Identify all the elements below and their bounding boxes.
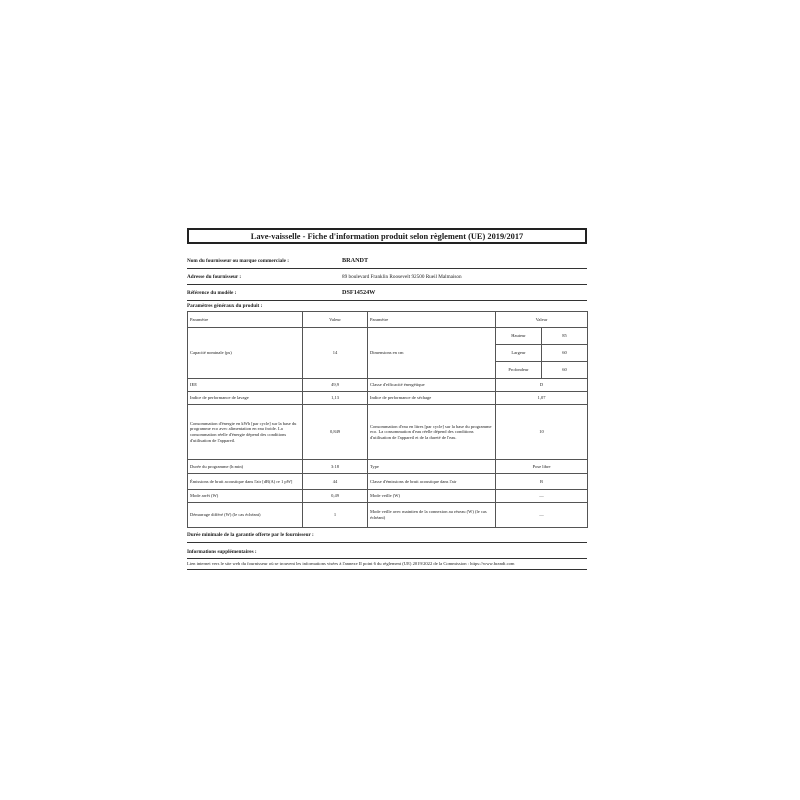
- param-label: Durée du programme (h:min): [188, 460, 303, 474]
- param-label: Émissions de bruit acoustique dans l'air [dB(A) re 1 pW]: [188, 474, 303, 490]
- param-value: 1: [303, 503, 368, 528]
- info-title: Informations supplémentaires :: [187, 546, 587, 559]
- supplier-name-value: BRANDT: [342, 257, 369, 264]
- depth-value: 60: [542, 362, 588, 379]
- supplier-address-label: Adresse du fournisseur :: [187, 273, 242, 280]
- dimensions-cell: [496, 328, 588, 379]
- capacity-label: Capacité nominale (ps): [188, 328, 303, 379]
- param-label: Mode veille (W): [368, 490, 496, 503]
- capacity-value: 14: [303, 328, 368, 379]
- param-label: Type: [368, 460, 496, 474]
- param-value: 0,849: [303, 405, 368, 460]
- dimensions-label: Dimensions en cm: [368, 328, 496, 379]
- param-value: D: [496, 379, 588, 392]
- sheet-title: Lave-vaisselle - Fiche d'information produit selon règlement (UE) 2019/2017: [187, 228, 587, 244]
- table-row: [188, 392, 588, 405]
- params-table: [187, 311, 588, 528]
- table-row: [188, 460, 588, 474]
- header-param-1: Paramètre: [188, 312, 303, 328]
- param-value: 44: [303, 474, 368, 490]
- width-value: 60: [542, 345, 588, 362]
- param-value: —: [496, 490, 588, 503]
- param-label: Classe d'émissions de bruit acoustique dans l'air: [368, 474, 496, 490]
- model-row: [187, 285, 587, 301]
- table-row: [188, 474, 588, 490]
- product-info-sheet: [187, 228, 587, 570]
- depth-label: Profondeur: [496, 362, 542, 379]
- warranty-label: Durée minimale de la garantie offerte par le fournisseur :: [187, 532, 314, 538]
- param-label: Consommation d'énergie en kWh [par cycle] sur la base du programme eco avec alimentation en eau froide. La consommation réelle d'énergie dépend des conditions d'utilisation de l'appareil.: [188, 405, 303, 460]
- param-label: Classe d'efficacité énergétique: [368, 379, 496, 392]
- model-label: Référence du modèle :: [187, 289, 237, 296]
- param-value: 3:18: [303, 460, 368, 474]
- param-label: Consommation d'eau en litres [par cycle] sur la base du programme eco. La consommation d'eau réelle dépend des conditions d'utilisation de l'appareil et de la dureté de l'eau.: [368, 405, 496, 460]
- height-label: Hauteur: [496, 328, 542, 345]
- param-label: IEE: [188, 379, 303, 392]
- param-value: 1,13: [303, 392, 368, 405]
- table-row: [188, 405, 588, 460]
- param-label: Indice de performance de lavage: [188, 392, 303, 405]
- param-label: Mode arrêt (W): [188, 490, 303, 503]
- table-header-row: [188, 312, 588, 328]
- header-value-2: Valeur: [496, 312, 588, 328]
- param-value: 10: [496, 405, 588, 460]
- param-value: B: [496, 474, 588, 490]
- supplier-name-row: [187, 253, 587, 269]
- width-label: Largeur: [496, 345, 542, 362]
- param-value: 0,49: [303, 490, 368, 503]
- supplier-address-row: [187, 269, 587, 285]
- table-row: [188, 503, 588, 528]
- header-param-2: Paramètre: [368, 312, 496, 328]
- param-value: 1,07: [496, 392, 588, 405]
- supplier-name-label: Nom du fournisseur ou marque commerciale :: [187, 257, 290, 264]
- param-value: —: [496, 503, 588, 528]
- general-params-title: Paramètres généraux du produit :: [187, 303, 263, 309]
- param-value: 49,9: [303, 379, 368, 392]
- height-value: 85: [542, 328, 588, 345]
- param-value: Pose libre: [496, 460, 588, 474]
- model-value: DSF14524W: [342, 289, 376, 296]
- table-row: [188, 328, 588, 379]
- table-row: [188, 379, 588, 392]
- header-value-1: Valeur: [303, 312, 368, 328]
- dimensions-subtable: [496, 328, 587, 378]
- param-label: Mode veille avec maintien de la connexion au réseau (W) (le cas échéant): [368, 503, 496, 528]
- supplier-address-value: 89 boulevard Franklin Roosevelt 92500 Rueil Malmaison: [342, 273, 462, 280]
- param-label: Indice de performance de séchage: [368, 392, 496, 405]
- warranty-row: [187, 528, 587, 543]
- table-row: [188, 490, 588, 503]
- info-text: Lien internet vers le site web du fournisseur où se trouvent les informations visées à l'annexe II point 6 du règlement (UE) 2019/2022 de la Commission : https://www.brandt.com: [187, 559, 587, 570]
- param-label: Démarrage différé (W) (le cas échéant): [188, 503, 303, 528]
